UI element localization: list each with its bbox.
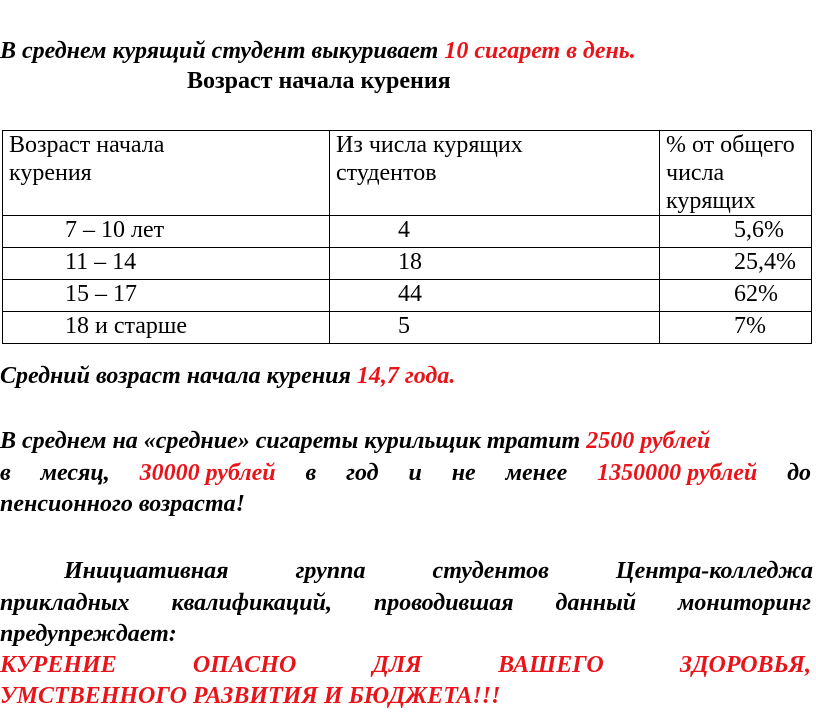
intro-line [0,36,816,66]
initiative-line-1: Инициативная группа студентов Центра-колледжа [64,558,813,584]
intro-text: В среднем курящий студент выкуривает [0,38,445,64]
table-row [3,248,812,280]
intro-highlight: 10 сигарет в день. [444,38,636,64]
avg-age-highlight: 14,7 года. [356,363,456,389]
cell-count: 4 [330,216,660,248]
cell-age: 7 – 10 лет [3,216,330,248]
age-table [2,130,812,344]
header-age: Возраст начала курения [3,131,330,216]
table-title: Возраст начала курения [187,68,451,94]
spending-line-3: пенсионного возраста! [0,491,245,517]
table-header-row [3,131,812,216]
spending-pension: 1350000 рублей [597,460,758,486]
spending-line-1 [0,426,816,456]
spending-line-2: в месяц, 30000 рублей в год и не менее 1350000 рублей до [0,460,811,486]
cell-percent: 25,4% [660,248,812,280]
cell-percent: 5,6% [660,216,812,248]
initiative-line-3: предупреждает: [0,621,177,647]
cell-count: 44 [330,280,660,312]
cell-count: 5 [330,312,660,344]
cell-count: 18 [330,248,660,280]
spending-yearly: 30000 рублей [139,460,276,486]
header-count: Из числа курящих студентов [330,131,660,216]
cell-percent: 62% [660,280,812,312]
avg-age-text: Средний возраст начала курения [0,363,357,389]
table-row [3,216,812,248]
initiative-line-2: прикладных квалификаций, проводившая данный мониторинг [0,590,811,616]
spending-text: В среднем на «средние» сигареты курильщик тратит [0,428,587,454]
warning-line-1: КУРЕНИЕ ОПАСНО ДЛЯ ВАШЕГО ЗДОРОВЬЯ, [0,652,811,678]
spending-monthly: 2500 рублей [586,428,711,454]
cell-age: 11 – 14 [3,248,330,280]
cell-age: 15 – 17 [3,280,330,312]
warning-line-2: УМСТВЕННОГО РАЗВИТИЯ И БЮДЖЕТА!!! [0,683,501,709]
header-percent: % от общего числа курящих [660,131,812,216]
cell-age: 18 и старше [3,312,330,344]
table-row [3,280,812,312]
cell-percent: 7% [660,312,812,344]
table-row [3,312,812,344]
avg-age-line [0,361,816,391]
